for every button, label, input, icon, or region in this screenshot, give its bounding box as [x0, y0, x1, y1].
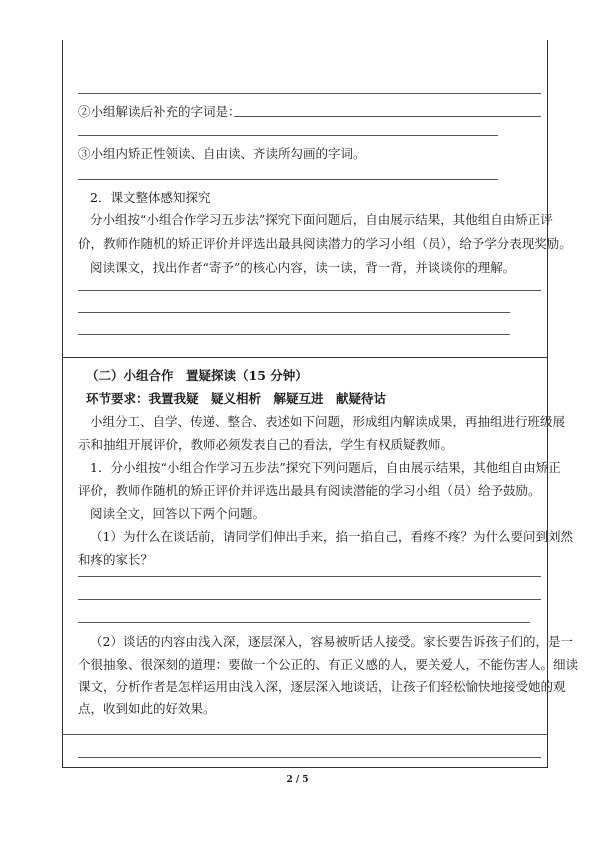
p1-paragraph: 1．分小组按“小组合作学习五步法”探究下列问题后，自由展示结果，其他组自由矫正 [90, 460, 561, 475]
question-2: 课文，分析作者是怎样运用由浅入深，逐层深入地谈话，让孩子们轻松愉快地接受她的观 [78, 679, 566, 694]
question-1: 和疼的家长？ [78, 552, 154, 567]
answer-line [78, 599, 541, 600]
q2-paragraph: 分小组按“小组合作学习五步法”探究下面问题后，自由展示结果，其他组自由矫正评 [90, 212, 553, 227]
answer-line [78, 179, 498, 180]
answer-line [78, 334, 510, 335]
answer-line [78, 290, 541, 291]
answer-line [78, 135, 498, 136]
page-number: 2 / 5 [286, 775, 309, 785]
answer-line [78, 757, 541, 758]
section-2-title: （二）小组合作 置疑探读（15 分钟） [86, 368, 308, 383]
answer-line [234, 116, 541, 117]
answer-line [78, 312, 510, 313]
item-2-label: ②小组解读后补充的字词是： [78, 104, 241, 119]
intro-paragraph: 示和抽组开展评价，教师必须发表自己的看法，学生有权质疑教师。 [78, 437, 454, 452]
answer-line [78, 622, 530, 623]
p1-paragraph: 评价，教师作随机的矫正评价并评选出最具有阅读潜能的学习小组（员）给予鼓励。 [78, 483, 541, 498]
q2-title: 2．课文整体感知探究 [90, 190, 211, 205]
q2-paragraph: 阅读课文，找出作者“寄予”的核心内容，读一读，背一背，并谈谈你的理解。 [90, 260, 516, 275]
item-3-label: ③小组内矫正性领读、自由读、齐读所勾画的字词。 [78, 146, 366, 161]
question-2: 个很抽象、很深刻的道理：要做一个公正的、有正义感的人，要关爱人，不能伤害人。细读 [78, 657, 579, 672]
answer-line [62, 734, 548, 735]
question-2: 点，收到如此的好效果。 [78, 701, 216, 716]
q2-paragraph: 价，教师作随机的矫正评价并评选出最具阅读潜力的学习小组（员），给予学分表现奖励。 [78, 236, 572, 251]
p1-paragraph: 阅读全文，回答以下两个问题。 [90, 506, 266, 521]
question-1: （1）为什么在谈话前，请同学们伸出手来，掐一掐自己，看疼不疼？为什么要问到刘然 [90, 529, 573, 544]
section-divider [62, 357, 548, 358]
intro-paragraph: 小组分工、自学、传递、整合、表述如下问题，形成组内解读成果，再抽组进行班级展 [90, 414, 566, 429]
question-2: （2）谈话的内容由浅入深，逐层深入，容易被听话人接受。家长要告诉孩子们的，是一 [90, 634, 573, 649]
answer-line [78, 576, 541, 577]
answer-line [78, 93, 541, 94]
section-2-requirement: 环节要求：我置我疑 疑义相析 解疑互进 献疑待诂 [86, 391, 387, 406]
